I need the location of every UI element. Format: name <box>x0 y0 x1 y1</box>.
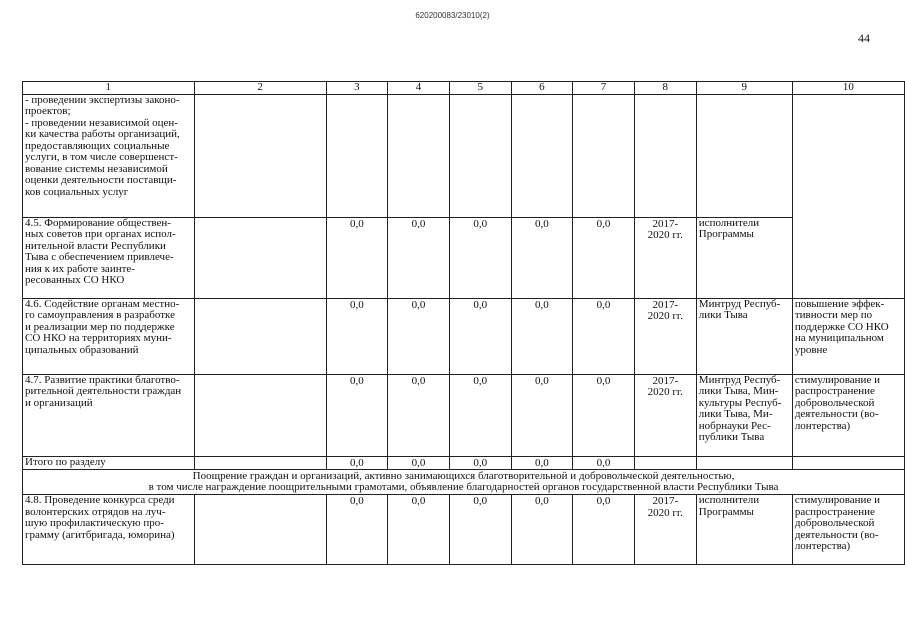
page-number: 44 <box>858 31 870 45</box>
value-cell: 0,0 <box>326 495 388 565</box>
value-cell: 0,0 <box>573 374 635 456</box>
period-cell: 2017- 2020 гг. <box>634 217 696 298</box>
value-cell: 0,0 <box>511 298 573 374</box>
section-heading: Поощрение граждан и организаций, активно занимающихся благотворительной и добровольческой деятельностью, в том числе награждение поощрительными грамотами, объявление благодарностей органов государственной власти Республики Тыва <box>23 470 905 495</box>
value-cell: 0,0 <box>326 374 388 456</box>
column-header: 3 <box>326 82 388 95</box>
activity-cell: 4.6. Содействие органам местно- го самоуправления в разработке и реализации мер по поддержке СО НКО на территориях муни- ципальных образований <box>23 298 195 374</box>
table-row <box>23 374 905 456</box>
value-cell: 0,0 <box>388 495 450 565</box>
value-cell: 0,0 <box>573 217 635 298</box>
activity-cell: 4.7. Развитие практики благотво- рительной деятельности граждан и организаций <box>23 374 195 456</box>
value-cell: 0,0 <box>511 217 573 298</box>
value-cell: 0,0 <box>326 217 388 298</box>
column-header: 1 <box>23 82 195 95</box>
value-cell: 0,0 <box>388 217 450 298</box>
result-cell: повышение эффек- тивности мер по поддержке СО НКО на муниципальном уровне <box>792 298 904 374</box>
column-header: 6 <box>511 82 573 95</box>
column-header: 5 <box>449 82 511 95</box>
result-cell <box>792 94 904 298</box>
value-cell: 0,0 <box>573 456 635 470</box>
period-cell: 2017- 2020 гг. <box>634 298 696 374</box>
executor-cell: Минтруд Респуб- лики Тыва <box>696 298 792 374</box>
value-cell: 0,0 <box>511 374 573 456</box>
column-header: 7 <box>573 82 635 95</box>
activity-cell: 4.8. Проведение конкурса среди волонтерских отрядов на луч- шую профилактическую про- грамму (агитбригада, юморина) <box>23 495 195 565</box>
value-cell: 0,0 <box>449 374 511 456</box>
column-header: 10 <box>792 82 904 95</box>
value-cell: 0,0 <box>511 495 573 565</box>
value-cell: 0,0 <box>511 456 573 470</box>
column-header: 8 <box>634 82 696 95</box>
column-header: 9 <box>696 82 792 95</box>
value-cell: 0,0 <box>388 374 450 456</box>
result-cell: стимулирование и распространение добровольческой деятельности (во- лонтерства) <box>792 374 904 456</box>
executor-cell: исполнители Программы <box>696 495 792 565</box>
table-row <box>23 217 905 298</box>
column-header: 4 <box>388 82 450 95</box>
value-cell: 0,0 <box>388 298 450 374</box>
period-cell: 2017- 2020 гг. <box>634 495 696 565</box>
section-row <box>23 470 905 495</box>
period-cell: 2017- 2020 гг. <box>634 374 696 456</box>
table-row <box>23 298 905 374</box>
value-cell: 0,0 <box>573 298 635 374</box>
activity-cell: 4.5. Формирование обществен- ных советов при органах испол- нительной власти Республики Тыва с обеспечением привлече- ния к их работе заинте- ресованных СО НКО <box>23 217 195 298</box>
activity-cell: - проведении экспертизы законо- проектов; - проведении независимой оцен- ки качества работы организаций, предоставляющих социальные услуги, в том числе совершенст- вование системы независимой оценки деятельности поставщи- ков социальных услуг <box>23 94 195 217</box>
value-cell: 0,0 <box>449 217 511 298</box>
table-row <box>23 495 905 565</box>
total-label: Итого по разделу <box>23 456 195 470</box>
value-cell: 0,0 <box>449 495 511 565</box>
total-row <box>23 456 905 470</box>
document-stamp: 620200083/23010(2) <box>415 11 490 20</box>
value-cell: 0,0 <box>326 456 388 470</box>
value-cell: 0,0 <box>449 456 511 470</box>
header-row <box>23 82 905 95</box>
value-cell: 0,0 <box>326 298 388 374</box>
value-cell: 0,0 <box>449 298 511 374</box>
program-table <box>22 81 905 565</box>
column-header: 2 <box>194 82 326 95</box>
executor-cell: Минтруд Респуб- лики Тыва, Мин- культуры Респуб- лики Тыва, Ми- нобрнауки Рес- публики Тыва <box>696 374 792 456</box>
executor-cell: исполнители Программы <box>696 217 792 298</box>
result-cell: стимулирование и распространение добровольческой деятельности (во- лонтерства) <box>792 495 904 565</box>
value-cell: 0,0 <box>573 495 635 565</box>
table-row <box>23 94 905 217</box>
value-cell: 0,0 <box>388 456 450 470</box>
